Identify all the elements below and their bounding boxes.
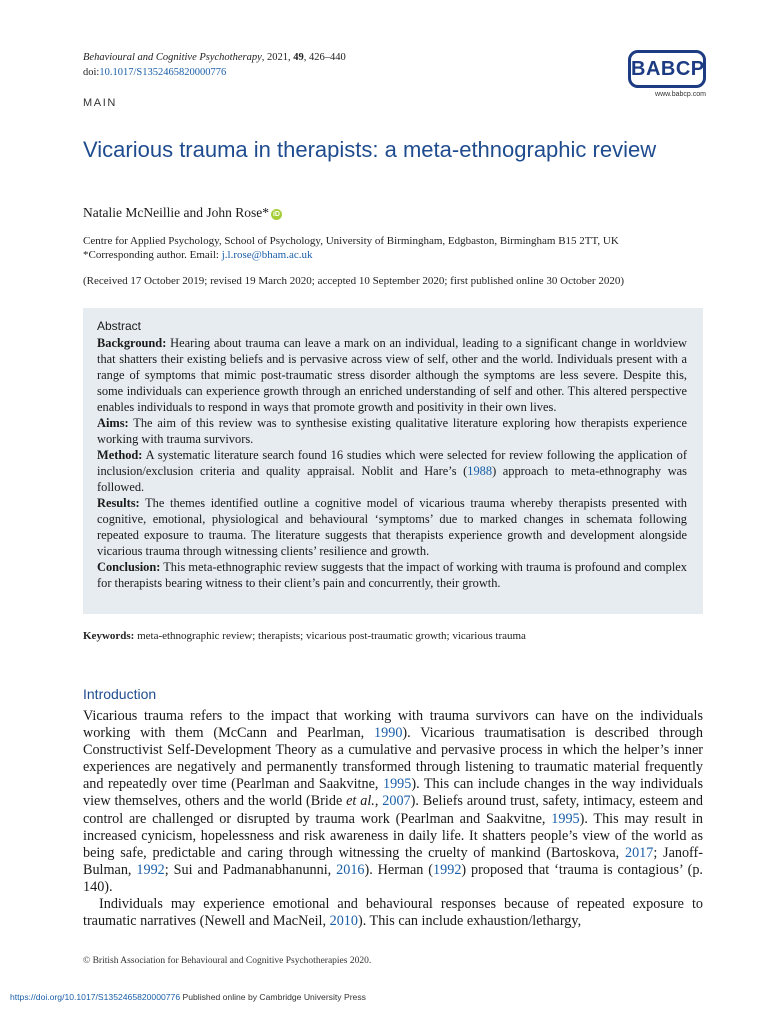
affiliation [83,234,703,262]
conclusion-text: This meta-ethnographic review suggests that the impact of working with trauma is profound and complex for therapists bearing witness to their client’s pain and concurrently, their growth. [97,560,687,590]
citation-link[interactable]: 1995 [551,810,580,827]
aims-label: Aims: [97,416,129,430]
page-footer [10,992,366,1002]
babcp-logo-url: www.babcp.com [655,91,706,98]
citation-link[interactable]: 1990 [374,725,403,742]
intro-text: ). This can include changes in the way individuals view themselves, others and the world (Bride [83,776,703,810]
aims-text: The aim of this review was to synthesise existing qualitative literature exploring how therapists experience working with trauma survivors. [97,416,687,446]
journal-year: , 2021, [261,52,294,63]
abstract-background [97,335,687,415]
abstract-conclusion [97,559,687,591]
intro-paragraph-1 [83,708,703,896]
affiliation-line: Centre for Applied Psychology, School of Psychology, University of Birmingham, Edgbaston, Birmingham B15 2TT, UK [83,235,619,247]
abstract-results [97,495,687,559]
received-dates: (Received 17 October 2019; revised 19 March 2020; accepted 10 September 2020; first published online 30 October 2020) [83,275,624,287]
intro-text: ) proposed that ‘trauma is contagious’ (p. 140). [83,861,703,895]
author-names: Natalie McNeillie and John Rose* [83,205,269,220]
citation-link[interactable]: 2017 [624,844,654,861]
keywords-text: meta-ethnographic review; therapists; vicarious post-traumatic growth; vicarious trauma [134,630,526,642]
results-text: The themes identified outline a cognitive model of vicarious trauma whereby therapists presented with cognitive, emotional, physiological and behavioural ‘symptoms’ due to marked changes in schemata following repeated exposure to trauma. The literature suggests that therapists experience growth and development alongside vicarious trauma through witnessing clients’ resilience and growth. [97,496,687,558]
journal-name: Behavioural and Cognitive Psychotherapy [83,52,262,63]
intro-text: Vicarious trauma refers to the impact that working with trauma survivors can have on the individuals working with them (McCann and Pearlman, [83,708,703,742]
intro-text: ). Vicarious traumatisation is described through Constructivist Self-Development Theory as a cumulative and pervasive process in which the helper’s inner experiences are negatively and permanently transformed through listening to traumatic material frequently and repeatedly over time (Pearlman and Saakvitne, [83,725,703,793]
citation-link[interactable]: 2010 [329,913,358,930]
background-text: Hearing about trauma can leave a mark on an individual, leading to a significant change in worldview that shatters their existing beliefs and is pervasive across view of self, other and the world. Individuals present with a range of symptoms that mimic post-traumatic stress disorder although the symptoms are less severe. Despite this, some individuals can experience growth through an enriched understanding of self and other. This altered perspective enables individuals to respond in ways that promote growth and positivity in their own lives. [97,336,687,414]
email-link[interactable]: j.l.rose@bham.ac.uk [221,249,313,261]
intro-text-italic: et al. [346,793,375,810]
method-text: A systematic literature search found 16 studies which were selected for review following the application of inclusion/exclusion criteria and quality appraisal. Noblit and Hare’s ( [97,448,687,478]
abstract-content [97,318,687,591]
doi-link[interactable]: 10.1017/S1352465820000776 [99,67,227,78]
journal-volume: 49 [293,52,304,63]
citation-link[interactable]: 1995 [382,776,412,793]
intro-text: ). This can include exhaustion/lethargy, [357,913,582,930]
abstract-heading: Abstract [97,319,142,333]
journal-citation [83,50,346,80]
citation-link[interactable]: 1992 [433,861,462,878]
abstract-method [97,447,687,495]
intro-text: ; Sui and Padmanabhanunni, [164,861,337,878]
intro-text: Individuals may experience emotional and behavioural responses because of repeated exposure to traumatic narratives (Newell and MacNeil, [83,896,703,930]
abstract-box [83,308,703,614]
journal-pages: , 426–440 [303,52,346,63]
citation-link[interactable]: 2007 [382,793,411,810]
introduction-body [83,708,703,930]
babcp-logo-mark: BABCP [628,50,706,88]
author-list [83,205,282,221]
intro-text: ). Beliefs around trust, safety, intimacy, esteem and control are challenged or disrupted by trauma work (Pearlman and Saakvitne, [83,793,704,827]
citation-link[interactable]: 1992 [136,861,165,878]
citation-link[interactable]: 2016 [336,861,365,878]
footer-doi-link[interactable]: https://doi.org/10.1017/S1352465820000776 [10,992,181,1002]
conclusion-label: Conclusion: [97,560,161,574]
results-label: Results: [97,496,140,510]
background-label: Background: [97,336,167,350]
citation-link[interactable]: 1988 [467,464,493,478]
method-label: Method: [97,448,143,462]
intro-text: , [374,793,383,810]
keywords [83,630,526,642]
doi-prefix: doi: [83,67,100,78]
intro-text: ; Janoff-Bulman, [83,844,703,878]
method-text-end: ) approach to meta-ethnography was followed. [97,464,687,494]
intro-text: ). Herman ( [364,861,434,878]
copyright-notice: © British Association for Behavioural and Cognitive Psychotherapies 2020. [83,956,372,966]
section-label: MAIN [83,97,117,109]
introduction-heading: Introduction [83,686,157,702]
article-title: Vicarious trauma in therapists: a meta-ethnographic review [83,137,657,162]
orcid-icon[interactable]: iD [272,211,280,218]
corresponding-prefix: *Corresponding author. Email: [83,249,222,261]
intro-text: ). This may result in increased cynicism, hopelessness and risk awareness in daily life. It shatters people’s view of the world as being safe, predictable and caring through witnessing the cruelty of mankind (Bartoskova, [83,810,703,861]
abstract-aims [97,415,687,447]
babcp-logo[interactable] [628,50,706,98]
footer-published-text: Published online by Cambridge University Press [180,992,366,1002]
keywords-label: Keywords: [83,630,135,642]
intro-paragraph-2 [83,896,703,930]
